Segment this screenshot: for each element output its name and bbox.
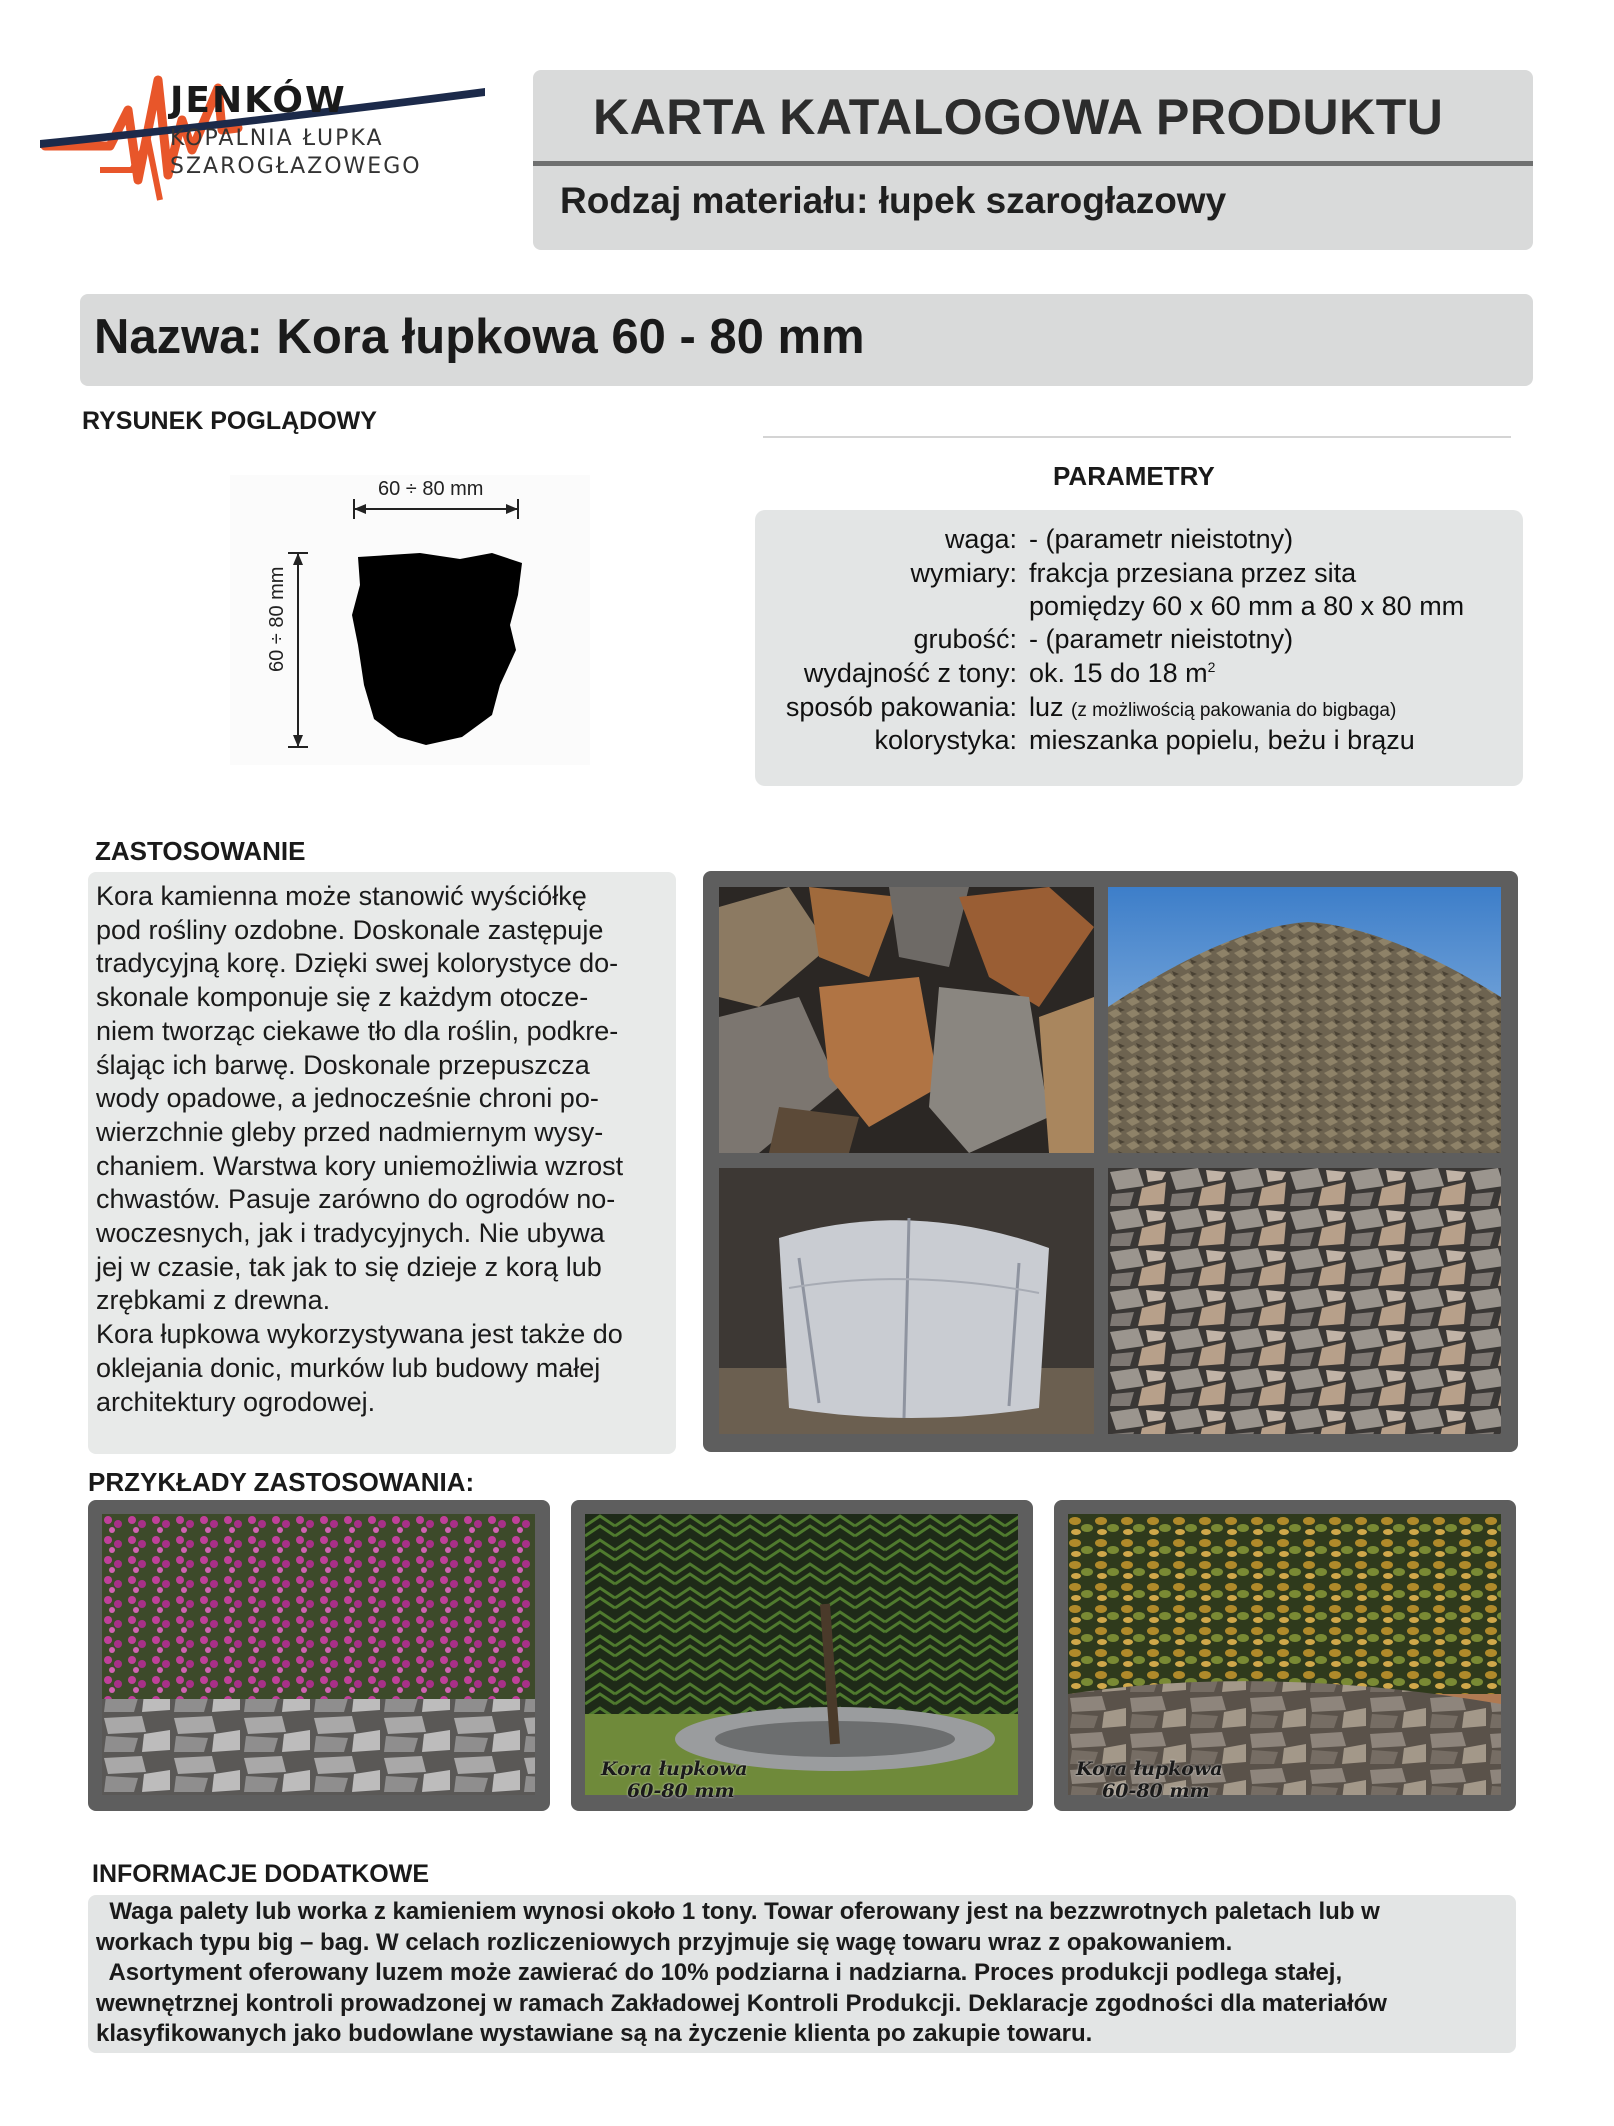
- example-caption-line2: 60-80 mm: [627, 1780, 735, 1802]
- parameters-heading: PARAMETRY: [1053, 461, 1215, 491]
- param-value: mieszanka popielu, beżu i brązu: [1029, 725, 1415, 755]
- param-label: kolorystyka:: [874, 725, 1017, 755]
- param-row-yield: [755, 658, 1523, 692]
- photo-big-bag: [719, 1168, 1094, 1434]
- header-divider: [533, 161, 1533, 166]
- param-label: grubość:: [913, 624, 1017, 654]
- param-row-dimensions-cont: [755, 591, 1523, 625]
- info-line: workach typu big – bag. W celach rozliczeniowych przyjmuje się wagę towaru wraz z opakowaniem.: [96, 1928, 1233, 1956]
- example-caption: [601, 1758, 748, 1802]
- info-line: Asortyment oferowany luzem może zawierać do 10% podziarna i nadziarna. Proces produkcji podlega stałej,: [96, 1959, 1343, 1986]
- example-photo-frame-1: [88, 1500, 550, 1811]
- usage-heading: ZASTOSOWANIE: [95, 836, 306, 866]
- usage-line: Kora łupkowa wykorzystywana jest także do: [96, 1319, 623, 1350]
- logo-subtitle-line1: KOPALNIA ŁUPKA: [170, 126, 384, 151]
- photo-slate-heap: [1108, 887, 1501, 1153]
- usage-line: wody opadowe, a jednocześnie chroni po-: [96, 1083, 599, 1114]
- example-photo-pine: [585, 1514, 1018, 1795]
- examples-heading: PRZYKŁADY ZASTOSOWANIA:: [88, 1467, 475, 1497]
- product-photo-grid: [703, 871, 1518, 1452]
- usage-line: niem tworząc ciekawe tło dla roślin, podkre-: [96, 1015, 619, 1046]
- additional-info-heading: INFORMACJE DODATKOWE: [92, 1860, 430, 1888]
- param-label: wymiary:: [910, 558, 1017, 588]
- page-title: KARTA KATALOGOWA PRODUKTU: [593, 89, 1444, 145]
- width-dimension-label: 60 ÷ 80 mm: [378, 478, 484, 500]
- param-value: pomiędzy 60 x 60 mm a 80 x 80 mm: [1029, 591, 1465, 621]
- parameters-divider: [763, 436, 1511, 438]
- photo-slate-closeup: [719, 887, 1094, 1153]
- param-row-dimensions: [755, 558, 1523, 592]
- material-type: Rodzaj materiału: łupek szarogłazowy: [560, 180, 1227, 221]
- usage-line: pod rośliny ozdobne. Doskonale zastępuje: [96, 914, 604, 945]
- example-caption-line1: Kora łupkowa: [1076, 1758, 1223, 1780]
- info-line: wewnętrznej kontroli prowadzonej w ramach Zakładowej Kontroli Produkcji. Deklaracje zgodności dla materiałów: [96, 1989, 1387, 2017]
- usage-line: architektury ogrodowej.: [96, 1386, 376, 1417]
- param-value: - (parametr nieistotny): [1029, 624, 1294, 654]
- example-photo-frame-2: [571, 1500, 1033, 1811]
- example-caption: [1076, 1758, 1223, 1802]
- usage-line: Kora kamienna może stanowić wyściółkę: [96, 881, 587, 911]
- info-line: klasyfikowanych jako budowlane wystawiane są na życzenie klienta po zakupie towaru.: [96, 2020, 1093, 2047]
- param-superscript: 2: [1207, 659, 1216, 675]
- usage-text: [96, 880, 676, 1419]
- param-value: [1029, 658, 1215, 689]
- param-label: waga:: [944, 524, 1017, 554]
- drawing-heading: RYSUNEK POGLĄDOWY: [82, 407, 377, 435]
- usage-line: jej w czasie, tak jak to się dzieje z korą lub: [96, 1251, 602, 1282]
- photo-gray-slate: [1108, 1168, 1501, 1434]
- usage-line: skonale komponuje się z każdym otocze-: [96, 982, 589, 1013]
- param-label: wydajność z tony:: [803, 658, 1017, 688]
- param-value: frakcja przesiana przez sita: [1029, 558, 1357, 588]
- example-caption-line1: Kora łupkowa: [601, 1758, 748, 1780]
- info-line: Waga palety lub worka z kamieniem wynosi około 1 tony. Towar oferowany jest na bezzwrotnych paletach lub w: [96, 1898, 1380, 1925]
- param-row-weight: [755, 524, 1523, 558]
- usage-line: woczesnych, jak i tradycyjnych. Nie ubywa: [96, 1218, 605, 1249]
- usage-line: chaniem. Warstwa kory uniemożliwia wzrost: [96, 1150, 624, 1181]
- usage-line: ślając ich barwę. Doskonale przepuszcza: [96, 1049, 590, 1080]
- usage-line: oklejania donic, murków lub budowy małej: [96, 1352, 601, 1383]
- height-dimension-label: 60 ÷ 80 mm: [266, 566, 288, 672]
- param-value-text: ok. 15 do 18 m: [1029, 658, 1208, 688]
- additional-info-text: [96, 1897, 1520, 2050]
- example-caption-line2: 60-80 mm: [1102, 1780, 1210, 1802]
- usage-line: zrębkami z drewna.: [96, 1285, 331, 1316]
- usage-line: tradycyjną korę. Dzięki swej kolorystyce do-: [96, 948, 619, 979]
- param-value: - (parametr nieistotny): [1029, 524, 1294, 554]
- usage-line: chwastów. Pasuje zarówno do ogrodów no-: [96, 1184, 616, 1215]
- param-note: (z możliwością pakowania do bigbaga): [1071, 700, 1397, 721]
- logo-subtitle-line2: SZAROGŁAZOWEGO: [170, 154, 422, 179]
- parameters-table: [755, 510, 1523, 786]
- example-photo-frame-3: [1054, 1500, 1516, 1811]
- usage-line: wierzchnie gleby przed nadmiernym wysy-: [96, 1116, 604, 1147]
- product-name: Nazwa: Kora łupkowa 60 - 80 mm: [94, 310, 865, 364]
- example-photo-heather: [102, 1514, 535, 1795]
- param-row-thickness: [755, 624, 1523, 658]
- example-photo-shrub: [1068, 1514, 1501, 1795]
- param-value: [1029, 692, 1396, 723]
- param-row-colors: [755, 725, 1523, 759]
- param-row-packaging: [755, 692, 1523, 726]
- param-value-text: luz: [1029, 692, 1072, 722]
- param-label: sposób pakowania:: [785, 692, 1017, 722]
- logo-company-name: JENKÓW: [170, 80, 347, 121]
